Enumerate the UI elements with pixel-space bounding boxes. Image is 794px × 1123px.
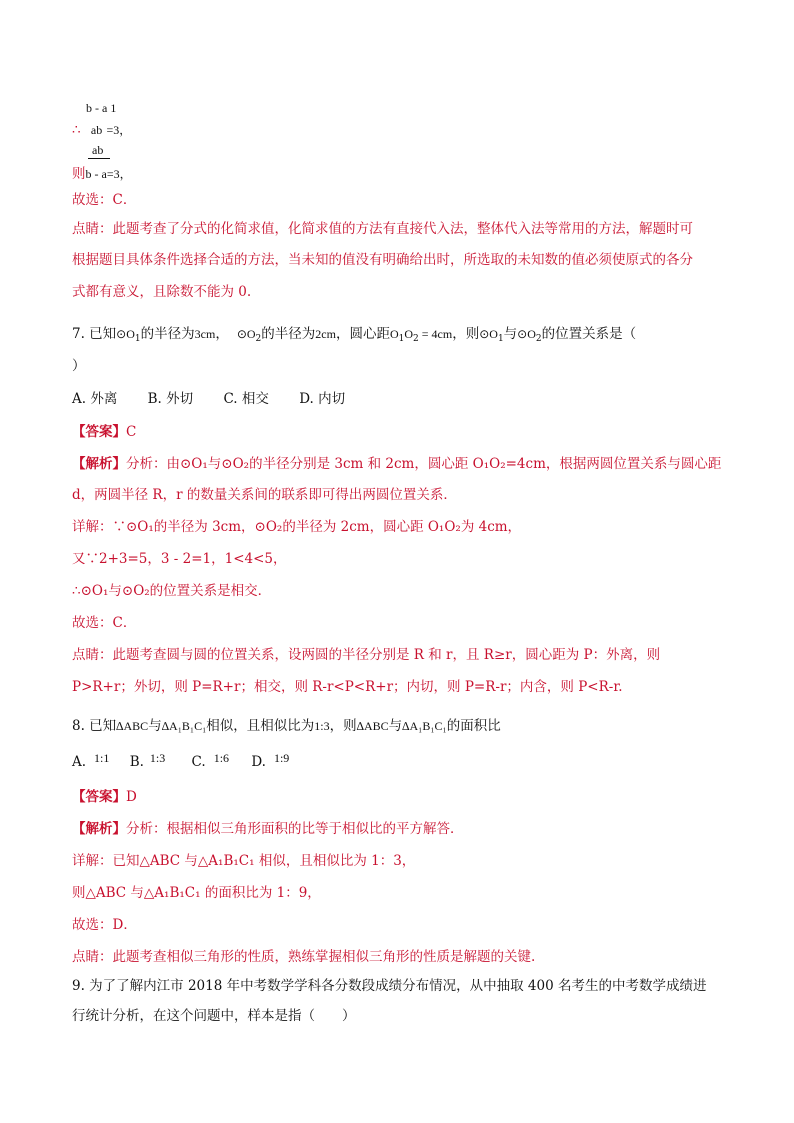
q8-abc-2: ∆ABC xyxy=(356,719,389,733)
q7-analysis-1 xyxy=(72,454,721,474)
q9-line-2: 行统计分析，在这个问题中，样本是指（ ） xyxy=(72,1008,356,1024)
q6-tip-line-3: 式都有意义，且除数不能为 0. xyxy=(72,284,252,300)
q8-ratio: 1:3 xyxy=(314,719,330,733)
q8-option-a-letter: A. xyxy=(72,754,87,770)
then-line xyxy=(72,164,132,184)
q7-comma: ， xyxy=(215,326,229,342)
then-expr: b - a xyxy=(85,167,107,181)
q8-analysis xyxy=(72,819,464,839)
q7-text-b: 的半径为 xyxy=(261,326,316,342)
therefore-symbol: ∴ xyxy=(72,122,81,138)
q8-detail-3: 故选：D． xyxy=(72,917,137,933)
q7-detail-4: 故选：C． xyxy=(72,615,137,631)
q8-option-a xyxy=(72,752,109,772)
q7-text-d: ，则 xyxy=(452,326,480,342)
q7-question xyxy=(72,324,636,349)
q7-detail-2: 又∵2+3=5，3 - 2=1，1<4<5， xyxy=(72,551,287,567)
q8-option-d-value: 1:9 xyxy=(273,751,290,765)
q8-area-ratio: 的面积比 xyxy=(446,718,501,734)
q7-text-e: 与 xyxy=(503,326,518,342)
q8-answer xyxy=(72,787,137,807)
q8-option-b xyxy=(130,752,166,772)
q8-option-b-letter: B. xyxy=(129,754,144,770)
q7-detail-1: 详解：∵⊙O₁的半径为 3cm，⊙O₂的半径为 2cm，圆心距 O₁O₂为 4cm， xyxy=(72,519,522,535)
then-value: =3， xyxy=(106,167,132,181)
fraction-bar xyxy=(88,158,110,159)
circle-o2: ⊙O xyxy=(236,327,256,341)
answer-value: D xyxy=(126,789,137,805)
q8-with-2: 与 xyxy=(388,718,403,734)
q7-r1: 3cm xyxy=(194,327,216,341)
q7-text-f: 的位置关系是（ xyxy=(541,326,637,342)
therefore-line xyxy=(72,120,131,140)
q8-option-c-value: 1:6 xyxy=(213,751,230,765)
circle-o1: ⊙O xyxy=(116,327,135,341)
analysis-tag: 【解析】 xyxy=(72,821,126,837)
q7-tip-1: 点睛：此题考查圆与圆的位置关系，设两圆的半径分别是 R 和 r，且 R≥r，圆心距为 P：外离，则 xyxy=(72,647,661,663)
q7-detail-3: ∴⊙O₁与⊙O₂的位置关系是相交． xyxy=(72,583,272,599)
q7-o: O xyxy=(389,327,399,341)
q8-option-a-value: 1:1 xyxy=(94,751,110,765)
q7-option-a: A. 外离 xyxy=(72,391,118,407)
q8-option-b-value: 1:3 xyxy=(149,751,166,765)
q9-line-1: 9. 为了了解内江市 2018 年中考数学学科各分数段成绩分布情况，从中抽取 400 名考生的中考数学成绩进 xyxy=(72,978,707,994)
answer-tag: 【答案】 xyxy=(72,789,126,805)
q6-choose: 故选：C． xyxy=(72,192,137,208)
analysis-text: 分析：由⊙O₁与⊙O₂的半径分别是 3cm 和 2cm，圆心距 O₁O₂=4cm，根据两圆位置关系与圆心距 xyxy=(126,456,722,472)
q8-option-d xyxy=(251,752,289,772)
fraction-numerator-ab: ab xyxy=(92,143,104,157)
q8-a1b1c1: ∆A₁B₁C₁ xyxy=(161,719,207,733)
q7-distance: = 4cm xyxy=(418,327,453,341)
q6-tip-line-2: 根据题目具体条件选择合适的方法，当未知的值没有明确给出时，所选取的未知数的值必须使原式的各分 xyxy=(72,252,693,268)
equals-three: =3， xyxy=(106,123,132,137)
q8-abc: ∆ABC xyxy=(116,719,149,733)
q8-question xyxy=(72,716,501,736)
q8-with: 与 xyxy=(148,718,162,734)
q7-option-c: C. 相交 xyxy=(223,391,269,407)
q7-close-paren: ） xyxy=(72,358,86,374)
circle-o1-b: ⊙O xyxy=(479,327,498,341)
q7-answer xyxy=(72,422,136,442)
q8-option-c-letter: C. xyxy=(191,754,206,770)
q8-a1b1c1-2: ∆A₁B₁C₁ xyxy=(402,719,447,733)
q7-sub-b: 2 xyxy=(413,334,419,344)
q8-prefix: 8. 已知 xyxy=(72,718,117,734)
fraction-top-text: b - a 1 xyxy=(86,101,117,115)
q8-tip: 点睛：此题考查相似三角形的性质，熟练掌握相似三角形的性质是解题的关键. xyxy=(72,949,536,965)
q7-prefix: 7. 已知 xyxy=(72,326,117,342)
q7-sub-a: 1 xyxy=(398,334,405,344)
q7-o-b: O xyxy=(404,327,414,341)
analysis-text: 分析：根据相似三角形面积的比等于相似比的平方解答． xyxy=(126,821,464,837)
q7-option-b: B. 外切 xyxy=(147,391,194,407)
q8-option-c xyxy=(192,752,229,772)
q7-text-a: 的半径为 xyxy=(140,326,195,342)
sub-2b: 2 xyxy=(535,334,542,344)
analysis-tag: 【解析】 xyxy=(72,456,126,472)
sub-2: 2 xyxy=(255,334,262,344)
q7-options xyxy=(72,389,345,409)
q7-text-c: ，圆心距 xyxy=(335,326,390,342)
q8-option-d-letter: D. xyxy=(251,754,266,770)
q6-tip-line-1: 点睛：此题考查了分式的化简求值，化简求值的方法有直接代入法，整体代入法等常用的方法，解题时可 xyxy=(72,221,693,237)
q8-ratio-text: 相似，且相似比为 xyxy=(206,718,315,734)
answer-value: C xyxy=(126,424,137,440)
then-label: 则 xyxy=(72,166,86,182)
sub-1: 1 xyxy=(134,334,141,344)
q7-option-d: D. 内切 xyxy=(299,391,346,407)
q7-tip-2: P>R+r；外切，则 P=R+r；相交，则 R-r<P<R+r；内切，则 P=R-r；内含，则 P<R-r. xyxy=(72,679,623,695)
answer-tag: 【答案】 xyxy=(72,424,126,440)
q8-detail-2: 则△ABC 与△A₁B₁C₁ 的面积比为 1：9， xyxy=(72,885,321,901)
q7-r2: 2cm xyxy=(315,327,336,341)
q8-detail-1: 详解：已知△ABC 与△A₁B₁C₁ 相似，且相似比为 1：3， xyxy=(72,853,416,869)
q8-options xyxy=(72,752,289,772)
sub-1b: 1 xyxy=(497,334,504,344)
circle-o2-b: ⊙O xyxy=(517,327,536,341)
fraction-ab: ab xyxy=(90,123,103,137)
q8-then: ，则 xyxy=(329,718,357,734)
q7-analysis-2: d，两圆半径 R，r 的数量关系间的联系即可得出两圆位置关系． xyxy=(72,487,457,503)
